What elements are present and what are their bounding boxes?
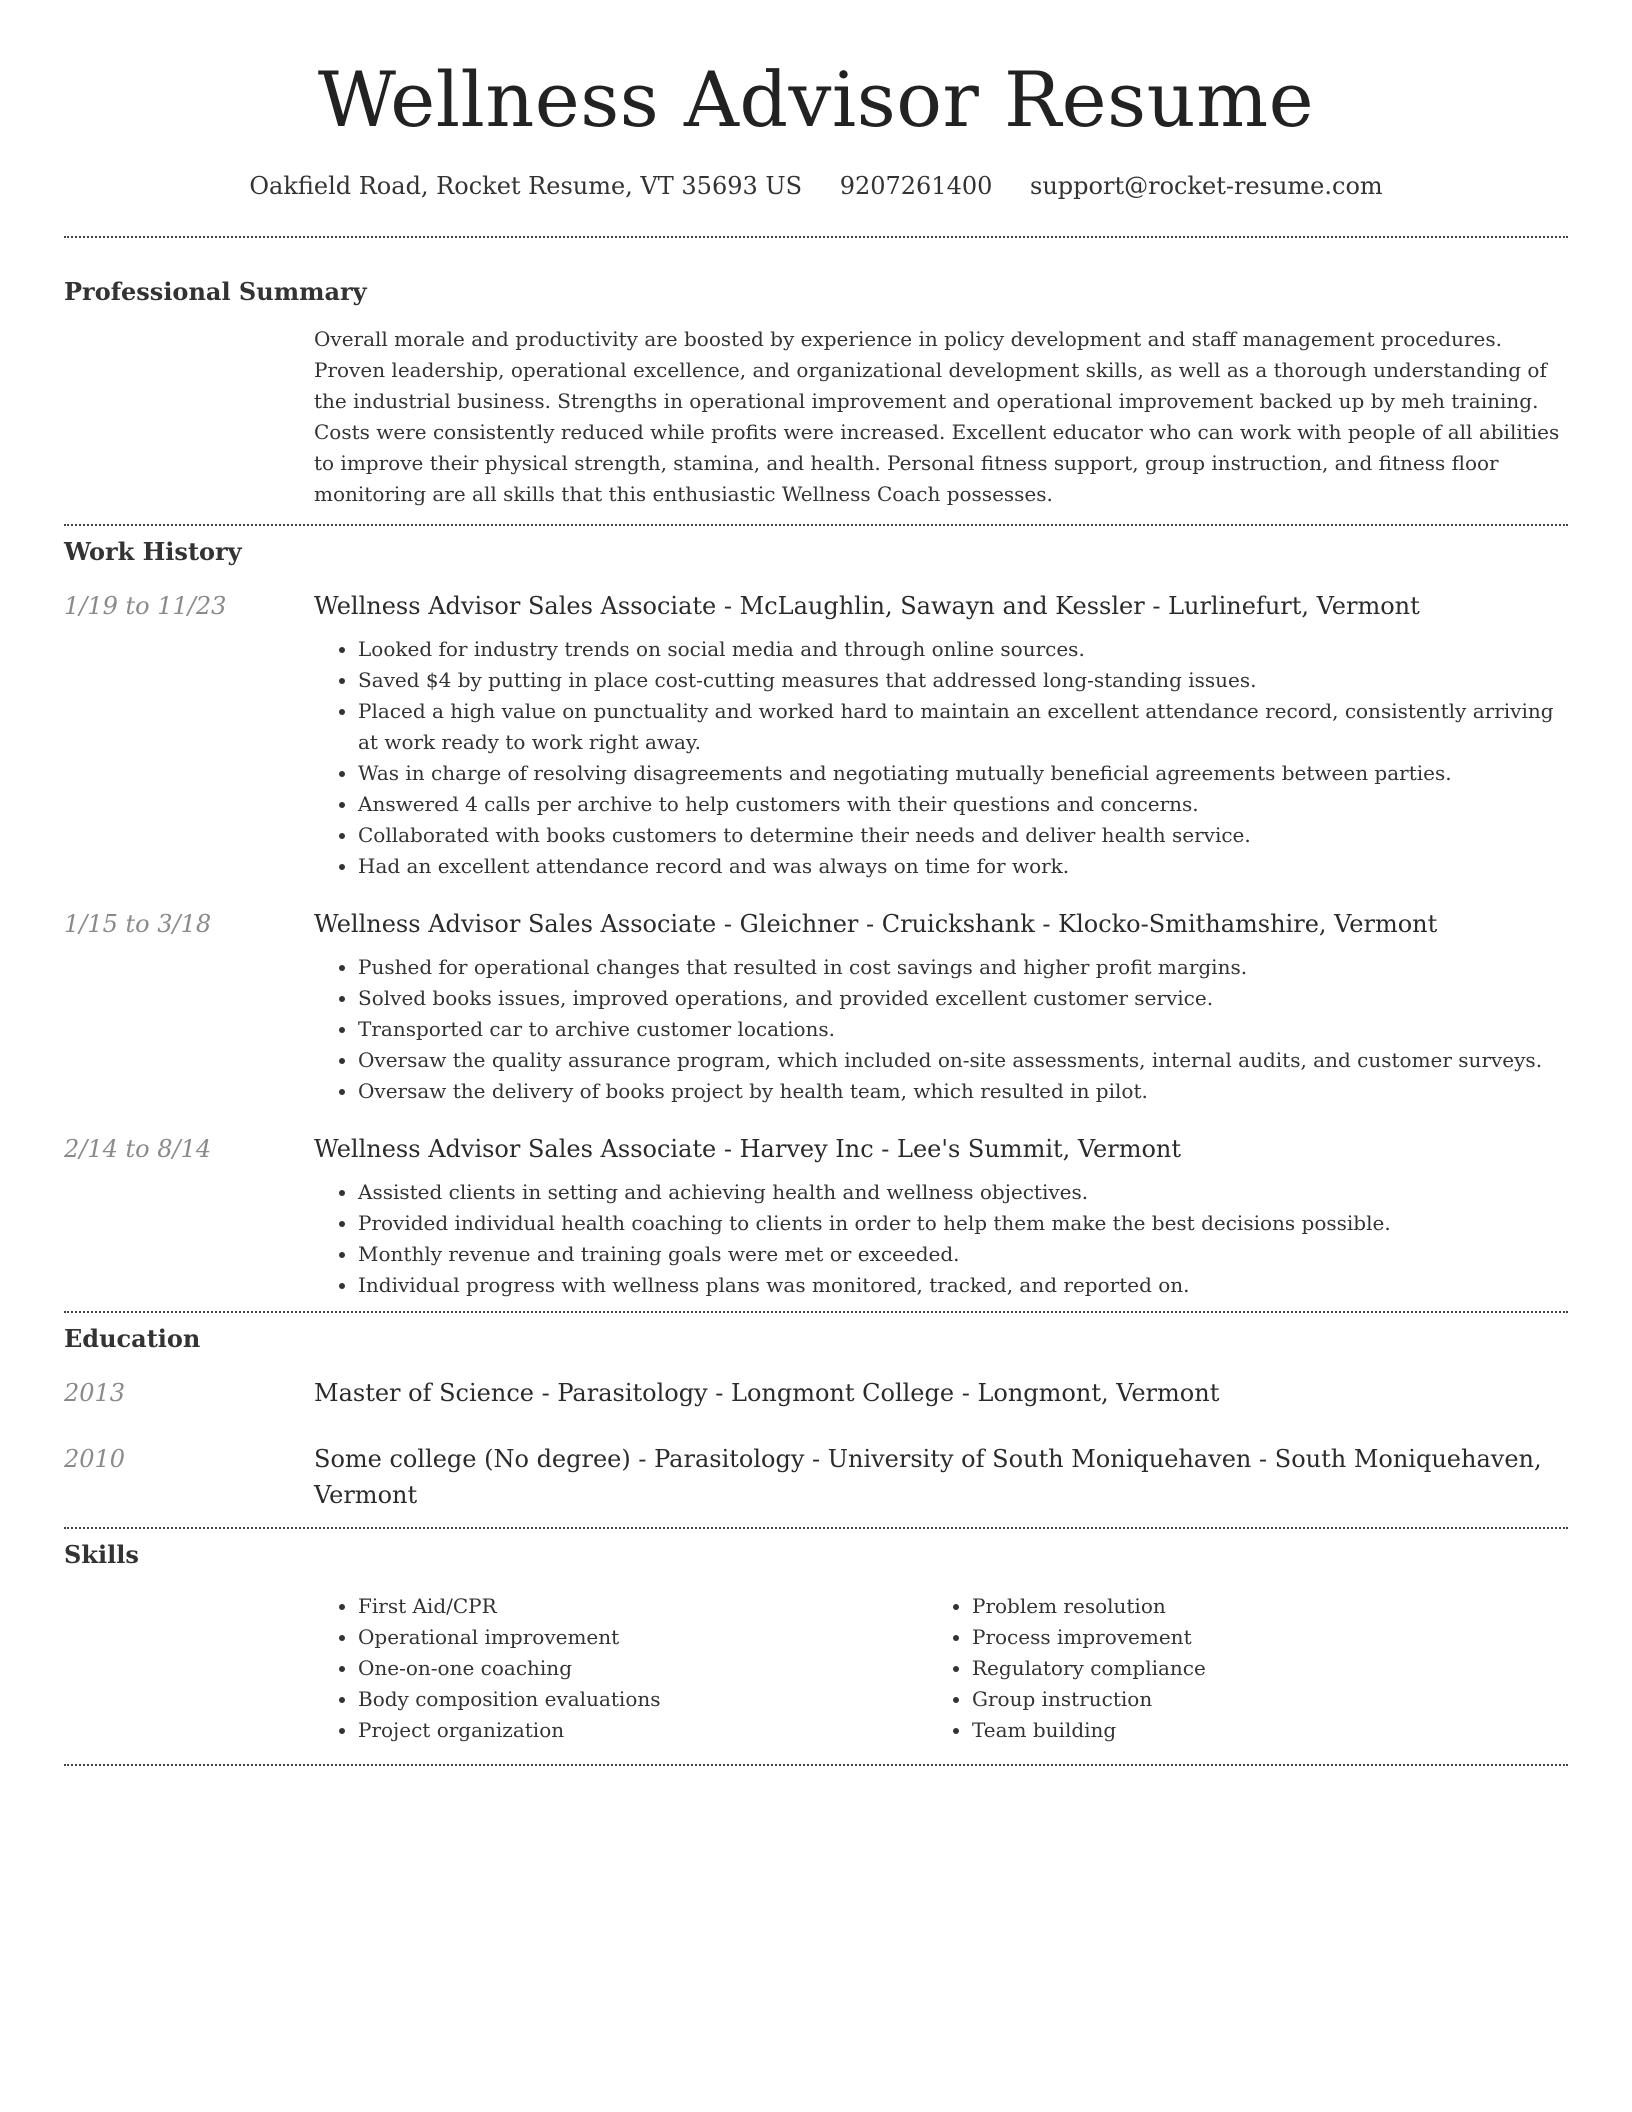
skill-item: • Operational improvement [358,1622,928,1653]
skills-grid [314,1591,1568,1746]
job-bullets [314,634,1568,882]
job-entry [64,588,1568,882]
skill-item: • Process improvement [972,1622,1542,1653]
job-heading: Wellness Advisor Sales Associate - Harvey Inc - Lee's Summit, Vermont [314,1135,1182,1163]
contact-phone: 9207261400 [839,172,993,200]
education-section [64,1323,1568,1513]
job-bullets [314,952,1568,1107]
job-bullets [314,1177,1568,1301]
job-dates: 1/15 to 3/18 [64,910,212,938]
summary-section [64,276,1568,510]
job-bullet: • Provided individual health coaching to clients in order to help them make the best decisions possible. [358,1208,1568,1239]
skills-heading: Skills [64,1540,139,1569]
skill-item: • Group instruction [972,1684,1542,1715]
education-year: 2010 [64,1445,126,1473]
skill-item: • Project organization [358,1715,928,1746]
summary-heading: Professional Summary [64,277,367,306]
education-entry [64,1441,1568,1513]
skills-section [64,1539,1568,1746]
skills-column-2 [928,1591,1542,1746]
education-heading: Education [64,1324,201,1353]
job-bullet: • Monthly revenue and training goals were met or exceeded. [358,1239,1568,1270]
skill-item: • Body composition evaluations [358,1684,928,1715]
job-bullet: • Pushed for operational changes that resulted in cost savings and higher profit margins. [358,952,1568,983]
job-bullet: • Transported car to archive customer locations. [358,1014,1568,1045]
job-bullet: • Oversaw the quality assurance program, which included on-site assessments, internal audits, and customer surveys. [358,1045,1568,1076]
job-entry [64,906,1568,1107]
section-divider [64,1764,1568,1766]
contact-address: Oakfield Road, Rocket Resume, VT 35693 US [249,172,803,200]
job-dates: 1/19 to 11/23 [64,592,227,620]
job-bullet: • Oversaw the delivery of books project by health team, which resulted in pilot. [358,1076,1568,1107]
skill-item: • Problem resolution [972,1591,1542,1622]
job-bullet: • Assisted clients in setting and achieving health and wellness objectives. [358,1177,1568,1208]
job-bullet: • Collaborated with books customers to determine their needs and deliver health service. [358,820,1568,851]
skills-column-1 [314,1591,928,1746]
skill-item: • Regulatory compliance [972,1653,1542,1684]
job-bullet: • Looked for industry trends on social media and through online sources. [358,634,1568,665]
job-bullet: • Saved $4 by putting in place cost-cutting measures that addressed long-standing issues. [358,665,1568,696]
section-divider [64,1527,1568,1529]
contact-email: support@rocket-resume.com [1030,172,1383,200]
education-heading-text: Master of Science - Parasitology - Longmont College - Longmont, Vermont [314,1379,1220,1407]
job-bullet: • Had an excellent attendance record and was always on time for work. [358,851,1568,882]
section-divider [64,524,1568,526]
section-divider [64,1311,1568,1313]
section-divider [64,236,1568,238]
education-heading-text: Some college (No degree) - Parasitology - University of South Moniquehaven - South Moniquehaven, Vermont [314,1445,1542,1509]
summary-text: Overall morale and productivity are boosted by experience in policy development and staff management procedures. Proven leadership, operational excellence, and organizational development skills, as well as a thorough understanding of the industrial business. Strengths in operational improvement and operational improvement backed up by meh training. Costs were consistently reduced while profits were increased. Excellent educator who can work with people of all abilities to improve their physical strength, stamina, and health. Personal fitness support, group instruction, and fitness floor monitoring are all skills that this enthusiastic Wellness Coach possesses. [314,327,1560,506]
job-heading: Wellness Advisor Sales Associate - McLaughlin, Sawayn and Kessler - Lurlinefurt, Vermont [314,592,1420,620]
skill-item: • Team building [972,1715,1542,1746]
education-year: 2013 [64,1379,126,1407]
resume-page [64,0,1568,1766]
skill-item: • One-on-one coaching [358,1653,928,1684]
job-heading: Wellness Advisor Sales Associate - Gleichner - Cruickshank - Klocko-Smithamshire, Vermont [314,910,1438,938]
resume-title: Wellness Advisor Resume [317,55,1315,144]
skill-item: • First Aid/CPR [358,1591,928,1622]
contact-line [64,170,1568,202]
job-bullet: • Solved books issues, improved operations, and provided excellent customer service. [358,983,1568,1014]
job-entry [64,1131,1568,1311]
job-bullet: • Was in charge of resolving disagreements and negotiating mutually beneficial agreements between parties. [358,758,1568,789]
job-bullet: • Placed a high value on punctuality and worked hard to maintain an excellent attendance record, consistently arriving at work ready to work right away. [358,696,1568,758]
work-history-section [64,536,1568,1311]
work-history-heading: Work History [64,537,242,566]
education-entry [64,1375,1568,1411]
job-bullet: • Individual progress with wellness plans was monitored, tracked, and reported on. [358,1270,1568,1301]
job-bullet: • Answered 4 calls per archive to help customers with their questions and concerns. [358,789,1568,820]
job-dates: 2/14 to 8/14 [64,1135,212,1163]
